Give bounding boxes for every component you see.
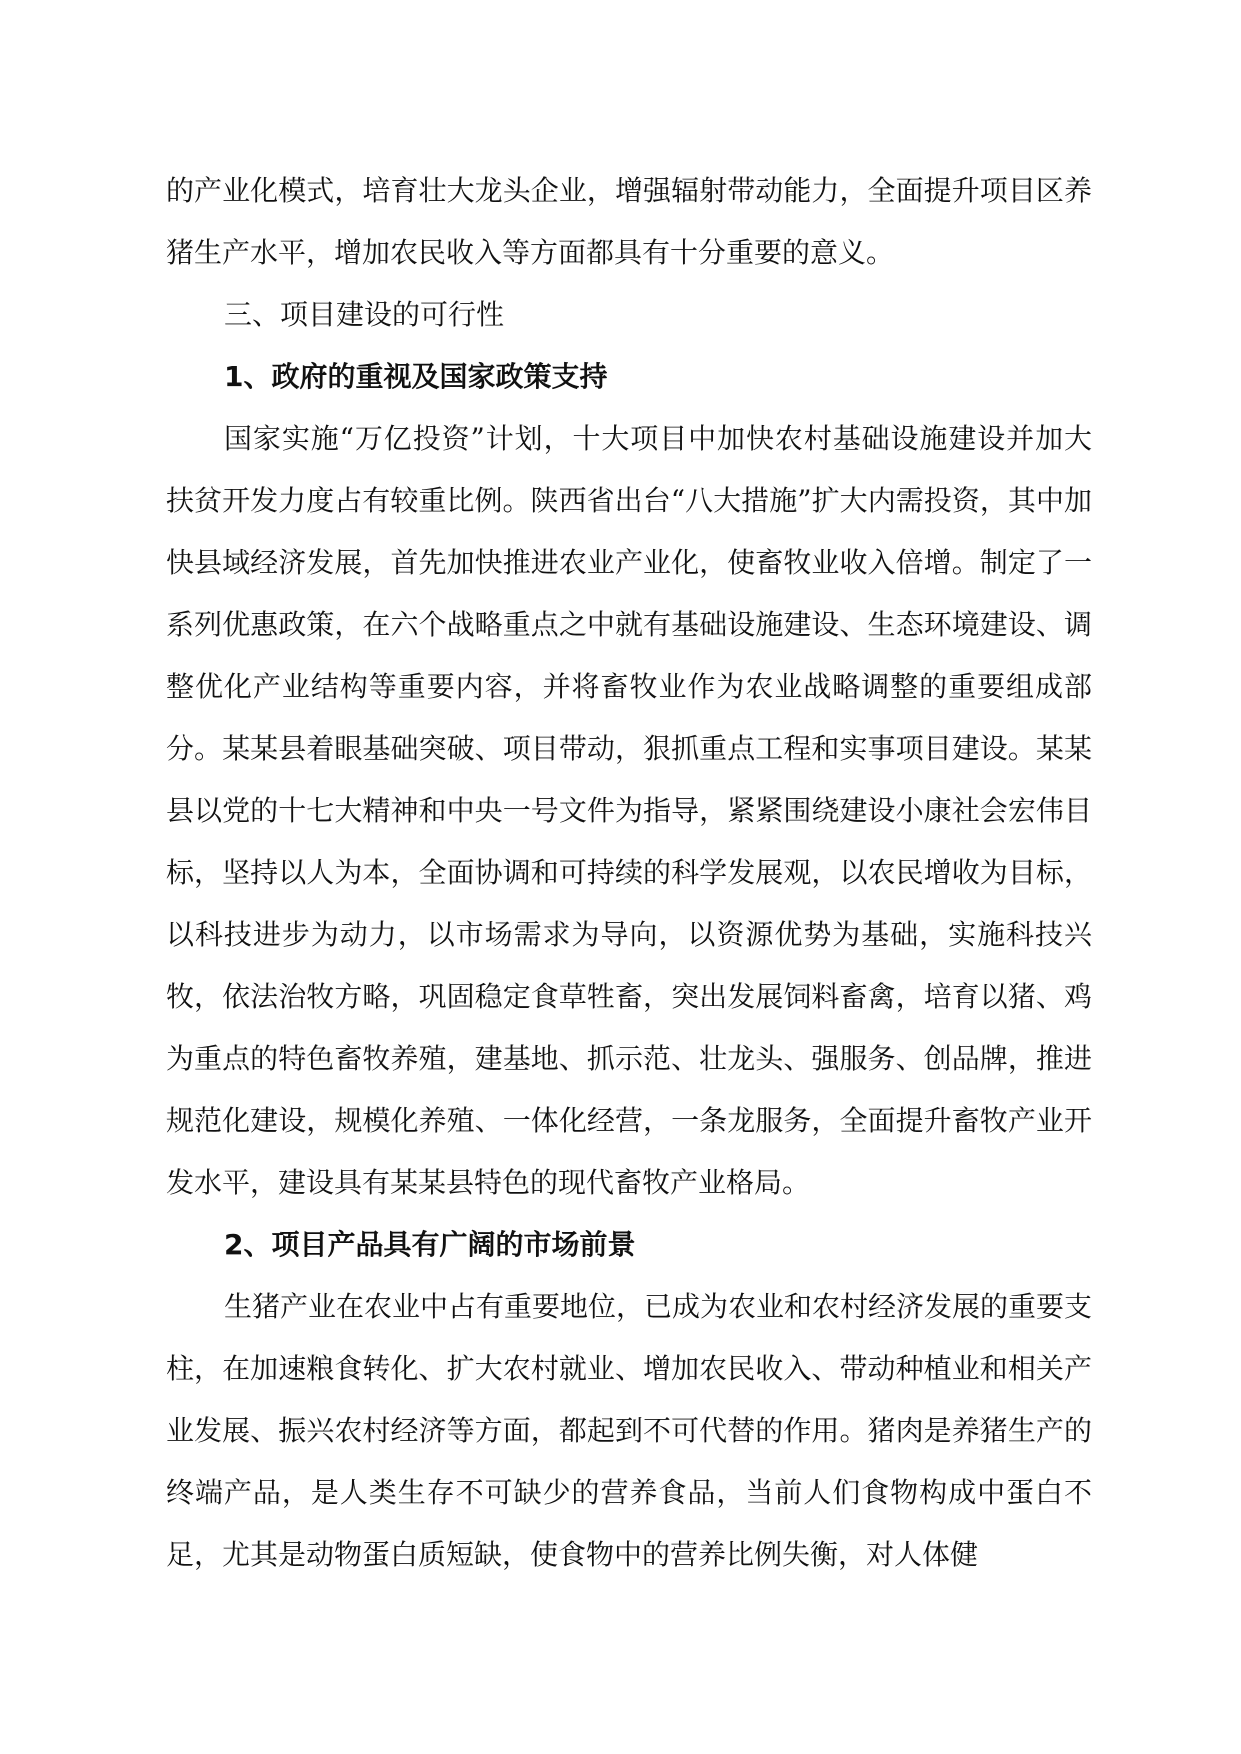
paragraph-policy-support: 国家实施“万亿投资”计划，十大项目中加快农村基础设施建设并加大扶贫开发力度占有较重比例。陕西省出台“八大措施”扩大内需投资，其中加快县域经济发展，首先加快推进农业产业化，使畜牧业收入倍增。制定了一系列优惠政策，在六个战略重点之中就有基础设施建设、生态环境建设、调整优化产业结构等重要内容，并将畜牧业作为农业战略调整的重要组成部分。某某县着眼基础突破、项目带动，狠抓重点工程和实事项目建设。某某县以党的十七大精神和中央一号文件为指导，紧紧围绕建设小康社会宏伟目标，坚持以人为本，全面协调和可持续的科学发展观，以农民增收为目标，以科技进步为动力，以市场需求为导向，以资源优势为基础，实施科技兴牧，依法治牧方略，巩固稳定食草牲畜，突出发展饲料畜禽，培育以猪、鸡为重点的特色畜牧养殖，建基地、抓示范、壮龙头、强服务、创品牌，推进规范化建设，规模化养殖、一体化经营，一条龙服务，全面提升畜牧产业开发水平，建设具有某某县特色的现代畜牧产业格局。	[166, 422, 1092, 1199]
continuation-paragraph: 的产业化模式，培育壮大龙头企业，增强辐射带动能力，全面提升项目区养猪生产水平，增加农民收入等方面都具有十分重要的意义。	[166, 174, 1092, 269]
paragraph-market-prospect: 生猪产业在农业中占有重要地位，已成为农业和农村经济发展的重要支柱，在加速粮食转化、扩大农村就业、增加农民收入、带动种植业和相关产业发展、振兴农村经济等方面，都起到不可代替的作用。猪肉是养猪生产的终端产品，是人类生存不可缺少的营养食品，当前人们食物构成中蛋白不足，尤其是动物蛋白质短缺，使食物中的营养比例失衡，对人体健	[166, 1290, 1093, 1571]
subsection-heading-policy-support: 1、政府的重视及国家政策支持	[224, 360, 608, 393]
section-title-feasibility: 三、项目建设的可行性	[224, 298, 505, 331]
subsection-heading-market-prospect: 2、项目产品具有广阔的市场前景	[224, 1228, 636, 1261]
document-body	[166, 160, 1092, 1586]
